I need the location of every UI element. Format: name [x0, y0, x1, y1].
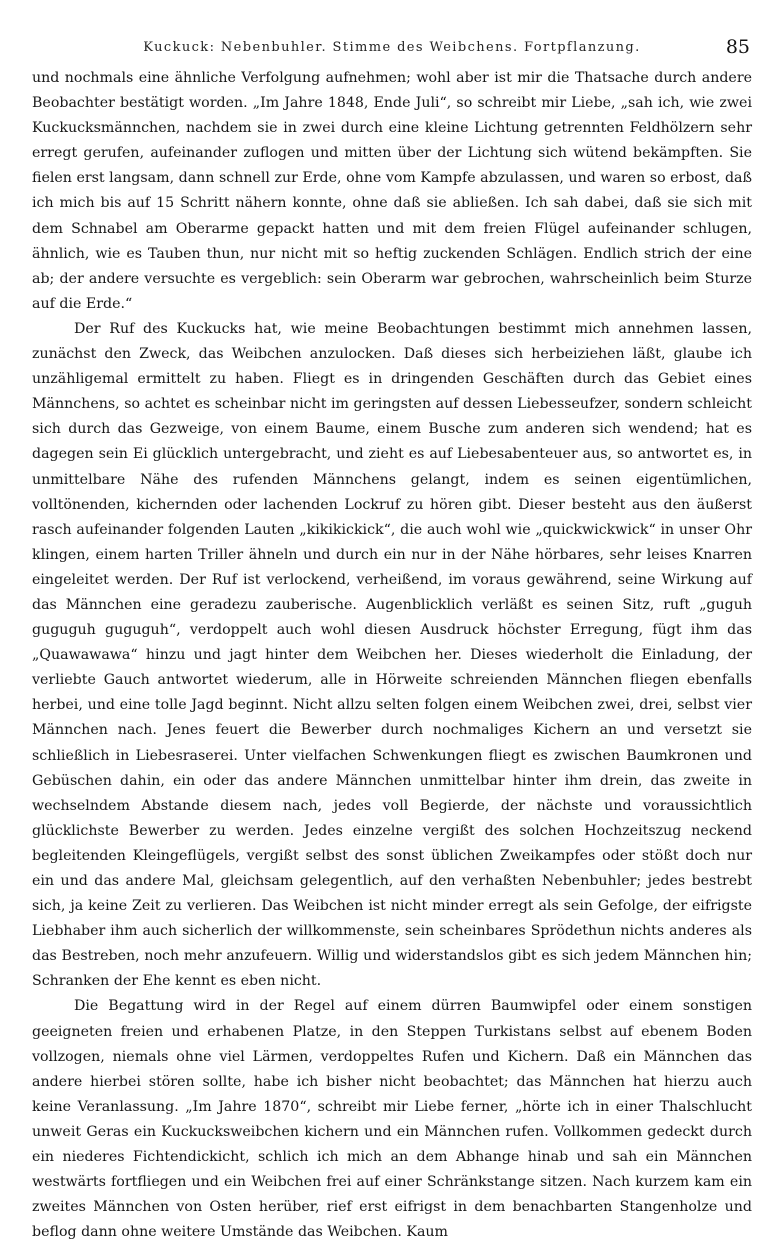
running-title: Kuckuck: Nebenbuhler. Stimme des Weibchens. Fortpflanzung.	[143, 40, 641, 55]
paragraph-mating: Die Begattung wird in der Regel auf einem dürren Baumwipfel oder einem sonstigen geeigneten freien und erhabenen Platze, in den Steppen Turkistans selbst auf ebenem Boden vollzogen, niemals ohne viel Lärmen, verdoppeltes Rufen und Kichern. Daß ein Männchen das andere hierbei stören sollte, habe ich bisher nicht beobachtet; das Männchen hat hierzu auch keine Veranlassung. „Im Jahre 1870“, schreibt mir Liebe ferner, „hörte ich in einer Thalschlucht unweit Geras ein Kuckucksweibchen kichern und ein Männchen rufen. Vollkommen gedeckt durch ein niederes Fichtendickicht, schlich ich mich an dem Abhange hinab und sah ein Männchen westwärts fortfliegen und ein Weibchen frei auf einer Schränkstange sitzen. Nach kurzem kam ein zweites Männchen von Osten herüber, rief erst eifrigst in dem benachbarten Stangenholze und beflog dann ohne weitere Umstände das Weibchen. Kaum	[32, 998, 752, 1241]
body-text	[32, 66, 752, 1245]
paragraph-call-of-cuckoo: Der Ruf des Kuckucks hat, wie meine Beobachtungen bestimmt mich annehmen lassen, zunächst den Zweck, das Weibchen anzulocken. Daß dieses sich herbeiziehen läßt, glaube ich unzähligemal ermittelt zu haben. Fliegt es in dringenden Geschäften durch das Gebiet eines Männchens, so achtet es scheinbar nicht im geringsten auf dessen Liebesseufzer, sondern schleicht sich durch das Gezweige, von einem Baume, einem Busche zum anderen sich wendend; hat es dagegen sein Ei glücklich untergebracht, und zieht es auf Liebesabenteuer aus, so antwortet es, in unmittelbare Nähe des rufenden Männchens gelangt, indem es seinen eigentümlichen, volltönenden, kichernden oder lachenden Lockruf zu hören gibt. Dieser besteht aus den äußerst rasch aufeinander folgenden Lauten „kikikickick“, die auch wohl wie „quickwickwick“ in unser Ohr klingen, einem harten Triller ähneln und durch ein nur in der Nähe hörbares, sehr leises Knarren eingeleitet werden. Der Ruf ist verlockend, verheißend, im voraus gewährend, seine Wirkung auf das Männchen eine geradezu zauberische. Augenblicklich verläßt es seinen Sitz, ruft „guguh guguguh guguguh“, verdoppelt auch wohl diesen Ausdruck höchster Erregung, fügt ihm das „Quawawawa“ hinzu und jagt hinter dem Weibchen her. Dieses wiederholt die Einladung, der verliebte Gauch antwortet wiederum, alle in Hörweite schreienden Männchen fliegen ebenfalls herbei, und eine tolle Jagd beginnt. Nicht allzu selten folgen einem Weibchen zwei, drei, selbst vier Männchen nach. Jenes feuert die Bewerber durch nochmaliges Kichern an und versetzt sie schließlich in Liebesraserei. Unter vielfachen Schwenkungen fliegt es zwischen Baumkronen und Gebüschen dahin, ein oder das andere Männchen unmittelbar hinter ihm drein, das zweite in wechselndem Abstande diesem nach, jedes voll Begierde, der nächste und voraussichtlich glücklichste Bewerber zu werden. Jedes einzelne vergißt des solchen Hochzeitszug neckend begleitenden Kleingeflügels, vergißt selbst des sonst üblichen Zweikampfes oder stößt doch nur ein und das andere Mal, gleichsam gelegentlich, auf den verhaßten Nebenbuhler; jedes bestrebt sich, ja keine Zeit zu verlieren. Das Weibchen ist nicht minder erregt als sein Gefolge, der eifrigste Liebhaber ihm auch sicherlich der willkommenste, sein scheinbares Sprödethun nichts anderes als das Bestreben, noch mehr anzufeuern. Willig und widerstandslos gibt es sich jedem Männchen hin; Schranken der Ehe kennt es eben nicht.	[32, 320, 752, 990]
paragraph-continued: und nochmals eine ähnliche Verfolgung aufnehmen; wohl aber ist mir die Thatsache durch andere Beobachter bestätigt worden. „Im Jahre 1848, Ende Juli“, so schreibt mir Liebe, „sah ich, wie zwei Kuckucksmännchen, nachdem sie in zwei durch eine kleine Lichtung getrennten Feldhölzern sehr erregt gerufen, aufeinander zuflogen und mitten über der Lichtung sich wütend bekämpften. Sie fielen erst langsam, dann schnell zur Erde, ohne vom Kampfe abzulassen, und waren so erbost, daß ich mich bis auf 15 Schritt nähern konnte, ohne daß sie abließen. Ich sah dabei, daß sie sich mit dem Schnabel am Oberarme gepackt hatten und mit dem freien Flügel aufeinander schlugen, ähnlich, wie es Tauben thun, nur nicht mit so heftig zuckenden Schlägen. Endlich strich der eine ab; der andere versuchte es vergeblich: sein Oberarm war gebrochen, wahrscheinlich beim Sturze auf die Erde.“	[32, 70, 752, 312]
page-number: 85	[725, 36, 750, 58]
running-header	[32, 36, 752, 64]
